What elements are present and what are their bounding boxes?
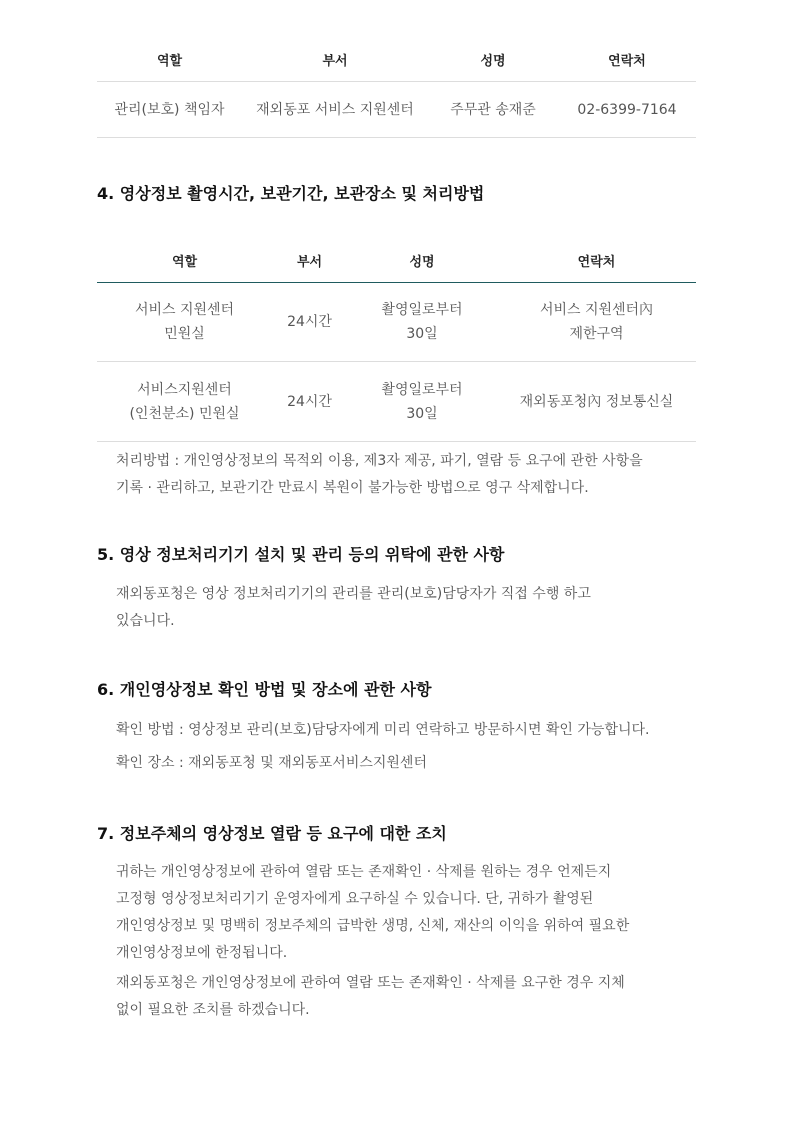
table-row <box>97 362 696 442</box>
header-dept: 부서 <box>272 238 347 283</box>
cell-contact: 02-6399-7164 <box>558 82 696 138</box>
body-line: 귀하는 개인영상정보에 관하여 열람 또는 존재확인 · 삭제를 원하는 경우 언제든지 <box>116 864 612 880</box>
cell-dept: 24시간 <box>272 362 347 442</box>
body-line: 확인 방법 : 영상정보 관리(보호)담당자에게 미리 연락하고 방문하시면 확인 가능합니다. <box>116 722 650 738</box>
cell-role <box>97 362 272 442</box>
manager-table <box>97 38 696 138</box>
cell-line: 서비스 지원센터內 <box>539 302 654 318</box>
cell-name <box>347 283 497 362</box>
retention-table <box>97 238 696 442</box>
section-7-body-1 <box>116 859 706 967</box>
table-header-row <box>97 238 696 283</box>
header-name: 성명 <box>347 238 497 283</box>
body-line: 재외동포청은 개인영상정보에 관하여 열람 또는 존재확인 · 삭제를 요구한 경우 지체 <box>116 975 625 991</box>
body-line: 개인영상정보에 한정됩니다. <box>116 945 288 961</box>
body-line: 있습니다. <box>116 613 175 629</box>
section-4-heading: 4. 영상정보 촬영시간, 보관기간, 보관장소 및 처리방법 <box>97 184 485 203</box>
note-line: 처리방법 : 개인영상정보의 목적외 이용, 제3자 제공, 파기, 열람 등 요구에 관한 사항을 <box>116 453 643 469</box>
section-5-heading: 5. 영상 정보처리기기 설치 및 관리 등의 위탁에 관한 사항 <box>97 545 505 564</box>
cell-name <box>347 362 497 442</box>
header-name: 성명 <box>428 38 558 82</box>
section-6-place <box>116 750 706 777</box>
header-contact: 연락처 <box>558 38 696 82</box>
cell-role <box>97 283 272 362</box>
section-7-heading: 7. 정보주체의 영상정보 열람 등 요구에 대한 조치 <box>97 824 447 843</box>
note-line: 기록 · 관리하고, 보관기간 만료시 복원이 불가능한 방법으로 영구 삭제합니다. <box>116 480 589 496</box>
cell-dept: 재외동포 서비스 지원센터 <box>242 82 428 138</box>
table-row <box>97 82 696 138</box>
cell-line: (인천분소) 민원실 <box>129 405 240 422</box>
section-6-method <box>116 717 706 744</box>
header-role: 역할 <box>97 38 242 82</box>
section-5-body <box>116 581 706 635</box>
body-line: 재외동포청은 영상 정보처리기기의 관리를 관리(보호)담당자가 직접 수행 하고 <box>116 586 591 602</box>
cell-line: 30일 <box>406 405 438 422</box>
cell-contact <box>497 362 696 442</box>
table-row <box>97 283 696 362</box>
body-line: 확인 장소 : 재외동포청 및 재외동포서비스지원센터 <box>116 755 427 771</box>
header-role: 역할 <box>97 238 272 283</box>
section-7-body-2 <box>116 970 706 1024</box>
cell-role: 관리(보호) 책임자 <box>97 82 242 138</box>
cell-line: 30일 <box>406 326 438 342</box>
cell-dept: 24시간 <box>272 283 347 362</box>
body-line: 개인영상정보 및 명백히 정보주체의 급박한 생명, 신체, 재산의 이익을 위하여 필요한 <box>116 918 630 934</box>
cell-line: 서비스지원센터 <box>137 381 232 398</box>
cell-line: 촬영일로부터 <box>381 381 463 398</box>
cell-line: 촬영일로부터 <box>381 302 463 318</box>
section-6-heading: 6. 개인영상정보 확인 방법 및 장소에 관한 사항 <box>97 680 432 699</box>
cell-line: 제한구역 <box>569 326 624 342</box>
body-line: 고정형 영상정보처리기기 운영자에게 요구하실 수 있습니다. 단, 귀하가 촬영된 <box>116 891 594 907</box>
cell-contact <box>497 283 696 362</box>
header-dept: 부서 <box>242 38 428 82</box>
header-contact: 연락처 <box>497 238 696 283</box>
table-header-row <box>97 38 696 82</box>
cell-line: 재외동포청內 정보통신실 <box>519 393 674 410</box>
cell-name: 주무관 송재준 <box>428 82 558 138</box>
cell-line: 민원실 <box>164 326 205 342</box>
cell-line: 서비스 지원센터 <box>134 302 235 318</box>
processing-method-note <box>116 448 706 502</box>
body-line: 없이 필요한 조치를 하겠습니다. <box>116 1002 310 1018</box>
